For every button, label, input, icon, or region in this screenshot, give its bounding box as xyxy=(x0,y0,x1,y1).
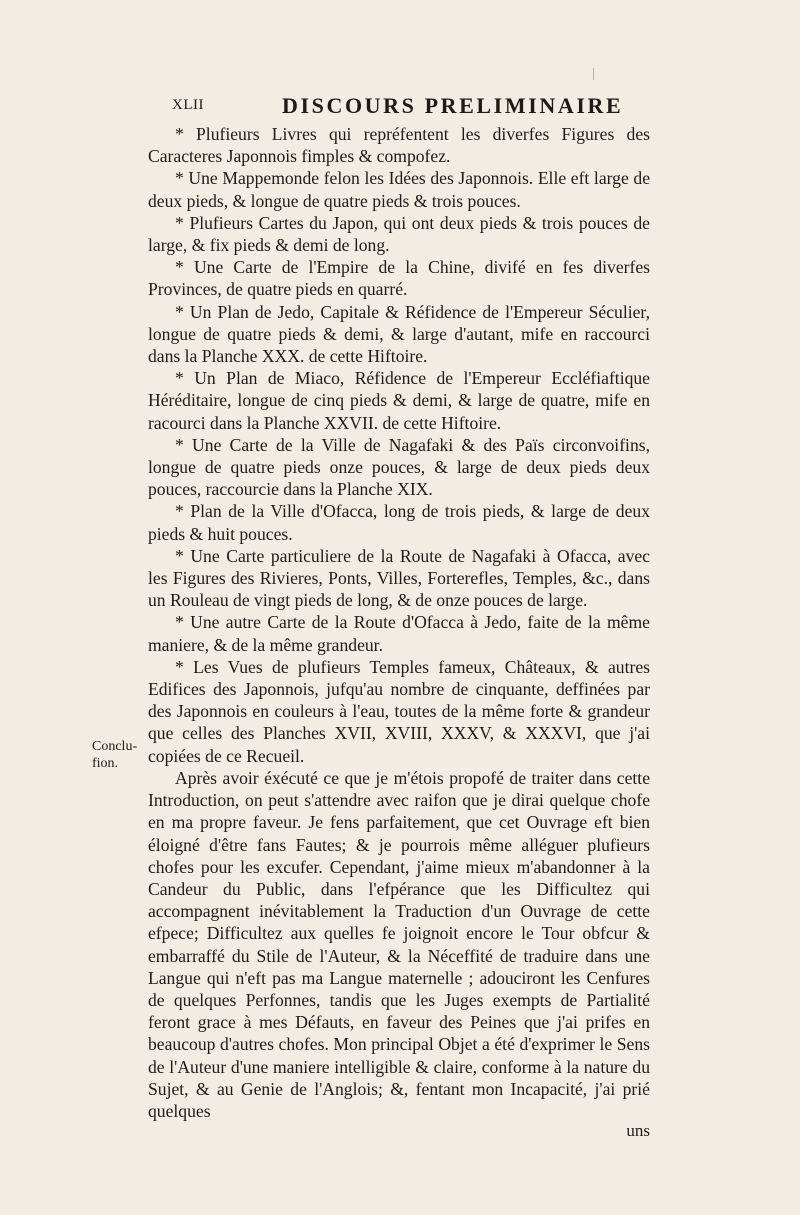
ink-mark xyxy=(593,68,594,80)
list-item: * Plufieurs Livres qui repréfentent les diverfes Figures des Caracteres Japonnois fimples & compofez. xyxy=(148,124,650,167)
conclusion-paragraph: Après avoir éxécuté ce que je m'étois propofé de traiter dans cette Introduction, on peut s'attendre avec raifon que je dirai quelque chofe en ma propre faveur. Je fens parfaitement, que cet Ouvrage eft bien éloigné d'être fans Fautes; & je pourrois même alléguer plufieurs chofes pour les excufer. Cependant, j'aime mieux m'abandonner à la Candeur du Public, dans l'efpérance que les Difficultez qui accompagnent inévitablement la Traduction d'un Ouvrage de cette efpece; Difficultez aux quelles fe joignoit encore le Tour obfcur & embarraffé du Stile de l'Auteur, & la Néceffité de traduire dans une Langue qui n'eft pas ma Langue maternelle ; adouciront les Cenfures de quelques Perfonnes, tandis que les Juges exempts de Partialité feront grace à mes Défauts, en faveur des Peines que j'ai prifes en beaucoup d'autres chofes. Mon principal Objet a été d'exprimer le Sens de l'Auteur d'une maniere intelligible & claire, conforme à la nature du Sujet, & au Genie de l'Anglois; &, fentant mon Incapacité, j'ai prié quelques xyxy=(148,767,650,1121)
list-item: * Les Vues de plufieurs Temples fameux, Châteaux, & autres Edifices des Japonnois, jufqu'au nombre de cinquante, deffinées par des Japonnois en couleurs à l'eau, toutes de la même forte & grandeur que celles des Planches XVII, XVIII, XXXV, & XXXVI, que j'ai copiées de ce Recueil. xyxy=(148,656,650,766)
list-item: * Une Carte particuliere de la Route de Nagafaki à Ofacca, avec les Figures des Rivieres, Ponts, Villes, Forterefles, Temples, &c., dans un Rouleau de vingt pieds de long, & de onze pouces de large. xyxy=(148,545,650,611)
main-text xyxy=(148,123,650,1142)
page-header xyxy=(172,93,647,123)
list-item: * Un Plan de Jedo, Capitale & Réfidence de l'Empereur Séculier, longue de quatre pieds & demi, & large d'autant, mife en raccourci dans la Planche XXX. de cette Hiftoire. xyxy=(148,301,650,367)
list-item: * Une Carte de la Ville de Nagafaki & des Païs circonvoifins, longue de quatre pieds onze pouces, & large de deux pieds deux pouces, raccourcie dans la Planche XIX. xyxy=(148,434,650,500)
page-number: XLII xyxy=(172,97,204,113)
catchword: uns xyxy=(626,1121,650,1141)
running-title: DISCOURS PRELIMINAIRE xyxy=(282,93,624,118)
list-item: * Une Carte de l'Empire de la Chine, divifé en fes diverfes Provinces, de quatre pieds en quarré. xyxy=(148,257,650,300)
list-item: * Plan de la Ville d'Ofacca, long de trois pieds, & large de deux pieds & huit pouces. xyxy=(148,501,650,544)
list-item: * Plufieurs Cartes du Japon, qui ont deux pieds & trois pouces de large, & fix pieds & demi de long. xyxy=(148,212,650,256)
margin-note: Conclu-fion. xyxy=(92,739,138,771)
list-item: * Une autre Carte de la Route d'Ofacca à Jedo, faite de la même maniere, & de la même grandeur. xyxy=(148,612,650,655)
list-item: * Une Mappemonde felon les Idées des Japonnois. Elle eft large de deux pieds, & longue de quatre pieds & trois pouces. xyxy=(148,168,650,211)
list-item: * Un Plan de Miaco, Réfidence de l'Empereur Eccléfiaftique Héréditaire, longue de cinq pieds & demi, & large de quatre, mife en racourci dans la Planche XXVII. de cette Hiftoire. xyxy=(148,368,650,433)
